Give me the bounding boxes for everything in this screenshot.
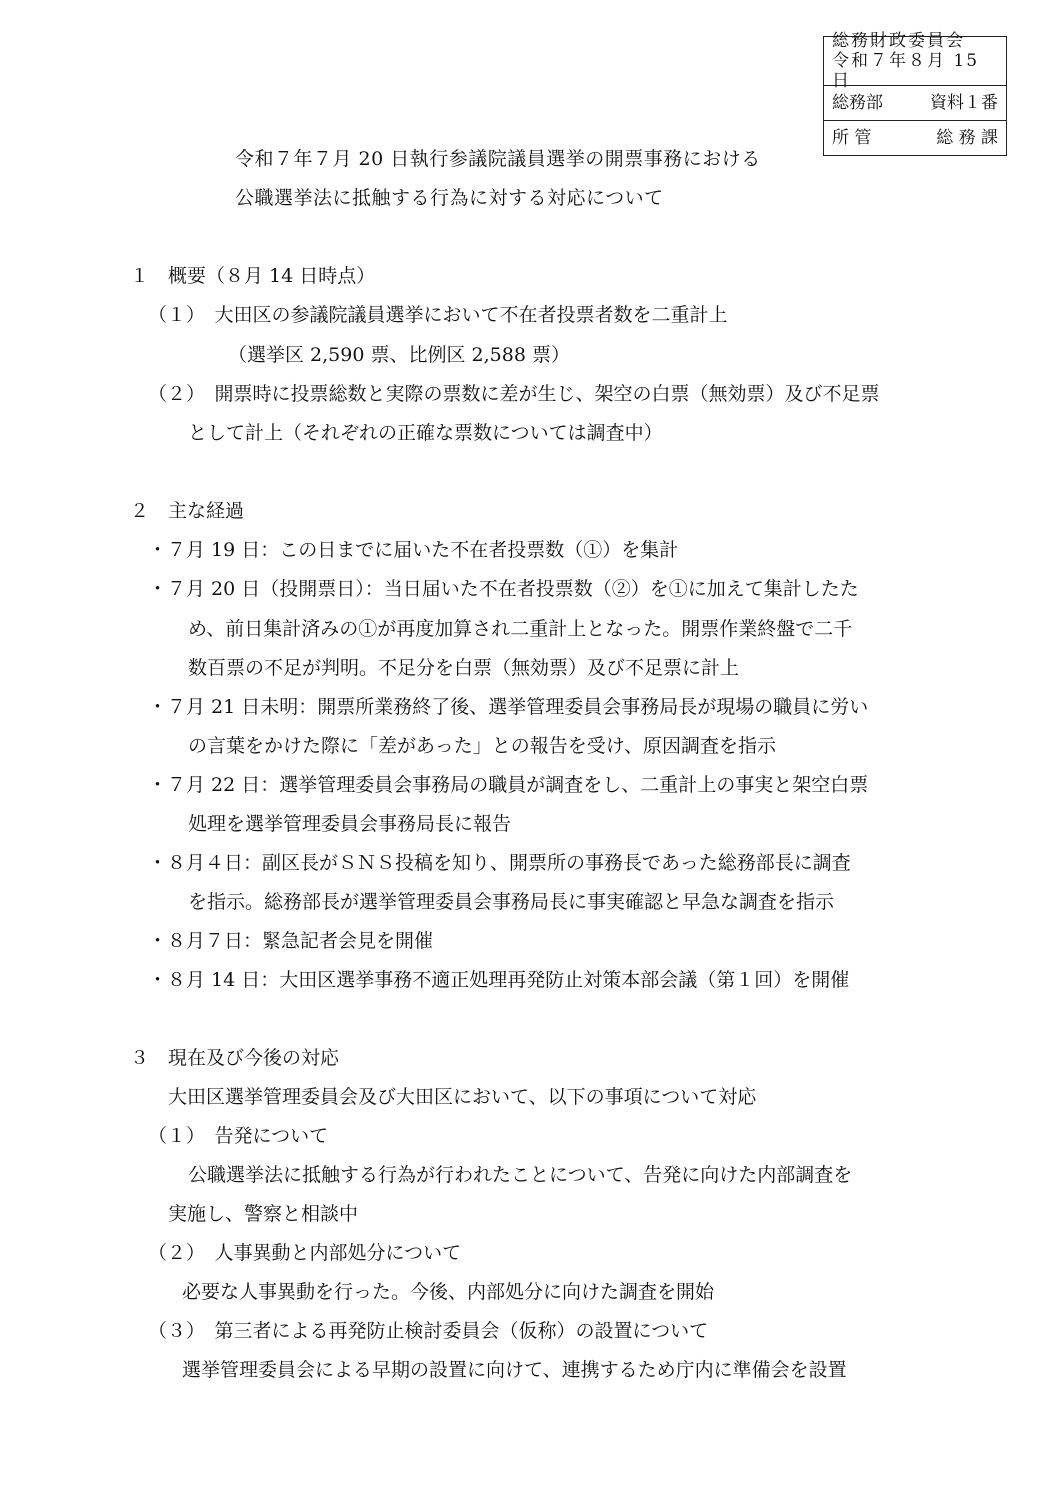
section3-sub2-heading: （２） 人事異動と内部処分について [148,1242,462,1264]
section3-sub3-heading: （３） 第三者による再発防止検討委員会（仮称）の設置について [148,1320,709,1342]
section1-item1: （１） 大田区の参議院議員選挙において不在者投票者数を二重計上 [148,304,728,326]
event-0807: ・８月７日：緊急記者会見を開催 [148,930,434,952]
section3-sub1-heading: （１） 告発について [148,1125,329,1147]
stamp-committee: 総務財政委員会 [832,31,965,51]
event-0804-cont1: を指示。総務部長が選挙管理委員会事務局長に事実確認と早急な調査を指示 [188,891,835,913]
section3-sub1-body2: 実施し、警察と相談中 [168,1203,359,1225]
section1-heading: １ 概要（８月 14 日時点） [130,265,376,287]
event-0814: ・８月 14 日：大田区選挙事務不適正処理再発防止対策本部会議（第１回）を開催 [148,969,850,991]
event-0722-cont1: 処理を選挙管理委員会事務局長に報告 [188,813,512,835]
section3-heading: ３ 現在及び今後の対応 [130,1047,340,1069]
section3-sub1-body1: 公職選挙法に抵触する行為が行われたことについて、告発に向けた内部調査を [188,1164,853,1186]
page-title-line2: 公職選挙法に抵触する行為に対する対応について [235,187,664,209]
event-0722: ・７月 22 日：選挙管理委員会事務局の職員が調査をし、二重計上の事実と架空白票 [148,774,869,796]
stamp-row-owner [824,121,1006,155]
event-0720-cont2: 数百票の不足が判明。不足分を白票（無効票）及び不足票に計上 [188,657,740,679]
section3-sub3-body1: 選挙管理委員会による早期の設置に向けて、連携するため庁内に準備会を設置 [182,1359,847,1381]
stamp-row-doc [824,86,1006,121]
event-0720-cont1: め、前日集計済みの①が再度加算され二重計上となった。開票作業終盤で二千 [188,618,853,640]
document-stamp-box [823,31,1007,156]
section3-sub2-body1: 必要な人事異動を行った。今後、内部処分に向けた調査を開始 [182,1281,715,1303]
section1-item2-cont: として計上（それぞれの正確な票数については調査中） [188,422,663,444]
page-title-line1: 令和７年７月 20 日執行参議院議員選挙の開票事務における [235,148,761,170]
stamp-owner: 総 務 課 [936,128,998,148]
stamp-dept: 総務部 [832,93,883,113]
event-0721-cont1: の言葉をかけた際に「差があった」との報告を受け、原因調査を指示 [188,735,777,757]
stamp-doc-no: 資料１番 [930,93,998,113]
section3-intro: 大田区選挙管理委員会及び大田区において、以下の事項について対応 [168,1086,757,1108]
event-0721: ・７月 21 日未明：開票所業務終了後、選挙管理委員会事務局長が現場の職員に労い [148,696,869,718]
event-0719: ・７月 19 日：この日までに届いた不在者投票数（①）を集計 [148,539,679,561]
event-0804: ・８月４日：副区長がＳＮＳ投稿を知り、開票所の事務長であった総務部長に調査 [148,852,851,874]
section1-item2: （２） 開票時に投票総数と実際の票数に差が生じ、架空の白票（無効票）及び不足票 [148,383,880,405]
stamp-row-committee [824,31,1006,91]
section2-heading: ２ 主な経過 [130,500,245,522]
section1-item1-note: （選挙区 2,590 票、比例区 2,588 票） [228,344,570,366]
stamp-date: 令和７年８月 15 日 [832,51,980,91]
event-0720: ・７月 20 日（投開票日）：当日届いた不在者投票数（②）を①に加えて集計したた [148,578,859,600]
stamp-owner-label: 所 管 [832,128,872,148]
